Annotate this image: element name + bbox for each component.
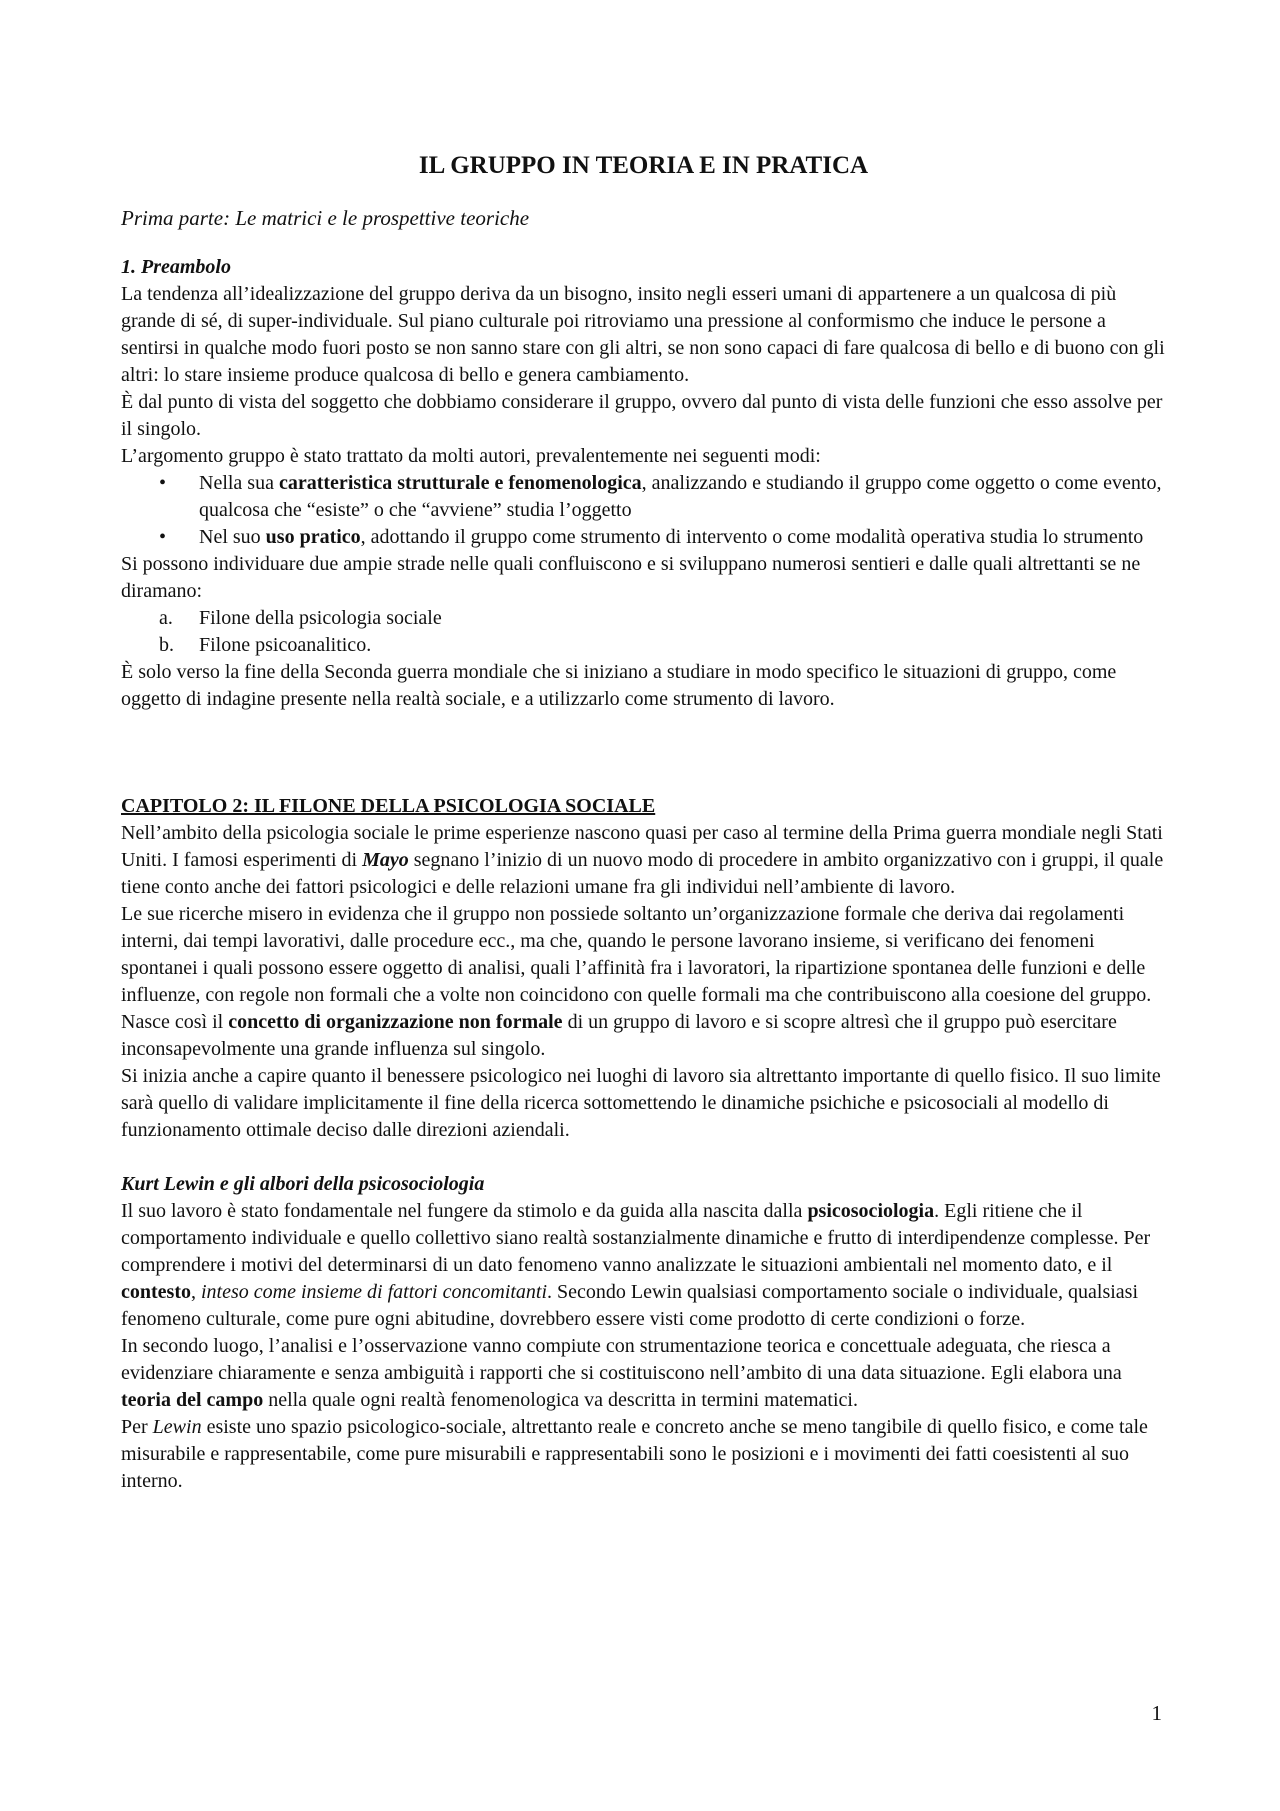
list-letter: b. xyxy=(159,634,174,656)
list-item-text: Nella sua xyxy=(199,472,279,494)
list-item xyxy=(121,605,1166,632)
paragraph: Si possono individuare due ampie strade nelle quali confluiscono e si sviluppano numerosi sentieri e dalle quali altrettanti se ne diramano: xyxy=(121,553,1141,602)
paragraph xyxy=(121,1333,1166,1414)
paragraph xyxy=(121,820,1166,901)
list-item xyxy=(121,470,1166,524)
list-item-emphasis: caratteristica strutturale e fenomenologica xyxy=(278,472,642,494)
text-italic: Lewin xyxy=(152,1416,202,1438)
text-run: . Secondo Lewin qualsiasi comportamento sociale o individuale, qualsiasi fenomeno culturale, come pure ogni abitudine, dovrebbero essere visti come prodotto di certe condizioni o forze. xyxy=(121,1281,1139,1330)
paragraph xyxy=(121,901,1166,1063)
list-item-text: Filone psicoanalitico. xyxy=(199,634,372,656)
document-title: IL GRUPPO IN TEORIA E IN PRATICA xyxy=(418,152,869,179)
bullet-icon: • xyxy=(159,526,167,548)
text-run: Le sue ricerche misero in evidenza che il gruppo non possiede soltanto un’organizzazione formale che deriva dai regolamenti interni, dai tempi lavorativi, dalle procedure ecc., ma che, quando le persone lavorano insieme, si verificano dei fenomeni spontanei i quali possono essere oggetto di analisi, quali l’affinità fra i lavoratori, la ripartizione spontanea delle funzioni e delle influenze, con regole non formali che a volte non coincidono con quelle formali ma che contribuiscono alla coesione del gruppo. Nasce così il xyxy=(121,903,1152,1033)
text-run: Nell’ambito della psicologia sociale le prime esperienze nascono quasi per caso al termine della Prima guerra mondiale negli Stati Uniti. I famosi esperimenti di xyxy=(121,822,1163,871)
text-run: Il suo lavoro è stato fondamentale nel fungere da stimolo e da guida alla nascita dalla xyxy=(121,1200,808,1222)
paragraph xyxy=(121,1198,1166,1333)
bullet-list xyxy=(121,470,1166,551)
chapter-heading: CAPITOLO 2: IL FILONE DELLA PSICOLOGIA SOCIALE xyxy=(121,795,656,817)
text-run: Per xyxy=(121,1416,153,1438)
spacer xyxy=(121,713,1166,793)
author-name: Mayo xyxy=(362,849,409,871)
bullet-icon: • xyxy=(159,472,167,494)
page-number: 1 xyxy=(1151,1701,1162,1725)
paragraph: È solo verso la fine della Seconda guerra mondiale che si iniziano a studiare in modo specifico le situazioni di gruppo, come oggetto di indagine presente nella realtà sociale, e a utilizzarlo come strumento di lavoro. xyxy=(121,661,1117,710)
paragraph: Si inizia anche a capire quanto il benessere psicologico nei luoghi di lavoro sia altrettanto importante di quello fisico. Il suo limite sarà quello di validare implicitamente il fine della ricerca sottomettendo le dinamiche psichiche e psicosociali al modello di funzionamento ottimale deciso dalle direzioni aziendali. xyxy=(121,1065,1161,1141)
text-emphasis: teoria del campo xyxy=(121,1389,264,1411)
list-item-text: , analizzando e studiando il gruppo come oggetto o come evento, qualcosa che “esiste” o che “avviene” studia l’oggetto xyxy=(199,472,1162,521)
text-run: In secondo luogo, l’analisi e l’osservazione vanno compiute con strumentazione teorica e concettuale adeguata, che riesca a evidenziare chiaramente e senza ambiguità i rapporti che si costituiscono nell’ambito di una data situazione. Egli elabora una xyxy=(121,1335,1122,1384)
text-emphasis: contesto xyxy=(121,1281,191,1303)
spacer xyxy=(121,1144,1166,1171)
paragraph: L’argomento gruppo è stato trattato da molti autori, prevalentemente nei seguenti modi: xyxy=(121,445,821,467)
text-run: . Egli ritiene che il comportamento individuale e quello collettivo siano realtà sostanzialmente dinamiche e frutto di interdipendenze complesse. Per comprendere i motivi del determinarsi di un dato fenomeno vanno analizzate le situazioni ambientali nel momento dato, e il xyxy=(121,1200,1151,1276)
text-emphasis: psicosociologia xyxy=(807,1200,935,1222)
paragraph xyxy=(121,1414,1166,1495)
text-run: di un gruppo di lavoro e si scopre altresì che il gruppo può esercitare inconsapevolmente una grande influenza sul singolo. xyxy=(121,1011,1117,1060)
lettered-list xyxy=(121,605,1166,659)
text-italic: inteso come insieme di fattori concomitanti xyxy=(200,1281,548,1303)
list-letter: a. xyxy=(159,607,173,629)
text-run: esiste uno spazio psicologico-sociale, altrettanto reale e concreto anche se meno tangibile di quello fisico, e come tale misurabile e rappresentabile, come pure misurabili e rappresentabili sono le posizioni e i movimenti dei fatti coesistenti al suo interno. xyxy=(121,1416,1148,1492)
section-heading-lewin: Kurt Lewin e gli albori della psicosociologia xyxy=(121,1173,485,1195)
text-emphasis: concetto di organizzazione non formale xyxy=(228,1011,563,1033)
list-item-text: , adottando il gruppo come strumento di intervento o come modalità operativa studia lo strumento xyxy=(360,526,1144,548)
text-run: segnano l’inizio di un nuovo modo di procedere in ambito organizzativo con i gruppi, il quale tiene conto anche dei fattori psicologici e delle relazioni umane fra gli individui nell’ambiente di lavoro. xyxy=(121,849,1164,898)
paragraph: La tendenza all’idealizzazione del gruppo deriva da un bisogno, insito negli esseri umani di appartenere a un qualcosa di più grande di sé, di super-individuale. Sul piano culturale poi ritroviamo una pressione al conformismo che induce le persone a sentirsi in qualche modo fuori posto se non sanno stare con gli altri, se non sono capaci di fare qualcosa di bello e di buono con gli altri: lo stare insieme produce qualcosa di bello e genera cambiamento. xyxy=(121,283,1165,386)
text-run: , xyxy=(190,1281,201,1303)
text-run: nella quale ogni realtà fenomenologica va descritta in termini matematici. xyxy=(263,1389,858,1411)
section-heading-preambolo: 1. Preambolo xyxy=(121,256,231,278)
list-item xyxy=(121,632,1166,659)
paragraph: È dal punto di vista del soggetto che dobbiamo considerare il gruppo, ovvero dal punto di vista delle funzioni che esso assolve per il singolo. xyxy=(121,391,1163,440)
list-item-text: Nel suo xyxy=(199,526,266,548)
page-content xyxy=(121,150,1166,1495)
document-subtitle: Prima parte: Le matrici e le prospettive teoriche xyxy=(121,206,530,230)
list-item-text: Filone della psicologia sociale xyxy=(199,607,442,629)
list-item xyxy=(121,524,1166,551)
list-item-emphasis: uso pratico xyxy=(265,526,361,548)
